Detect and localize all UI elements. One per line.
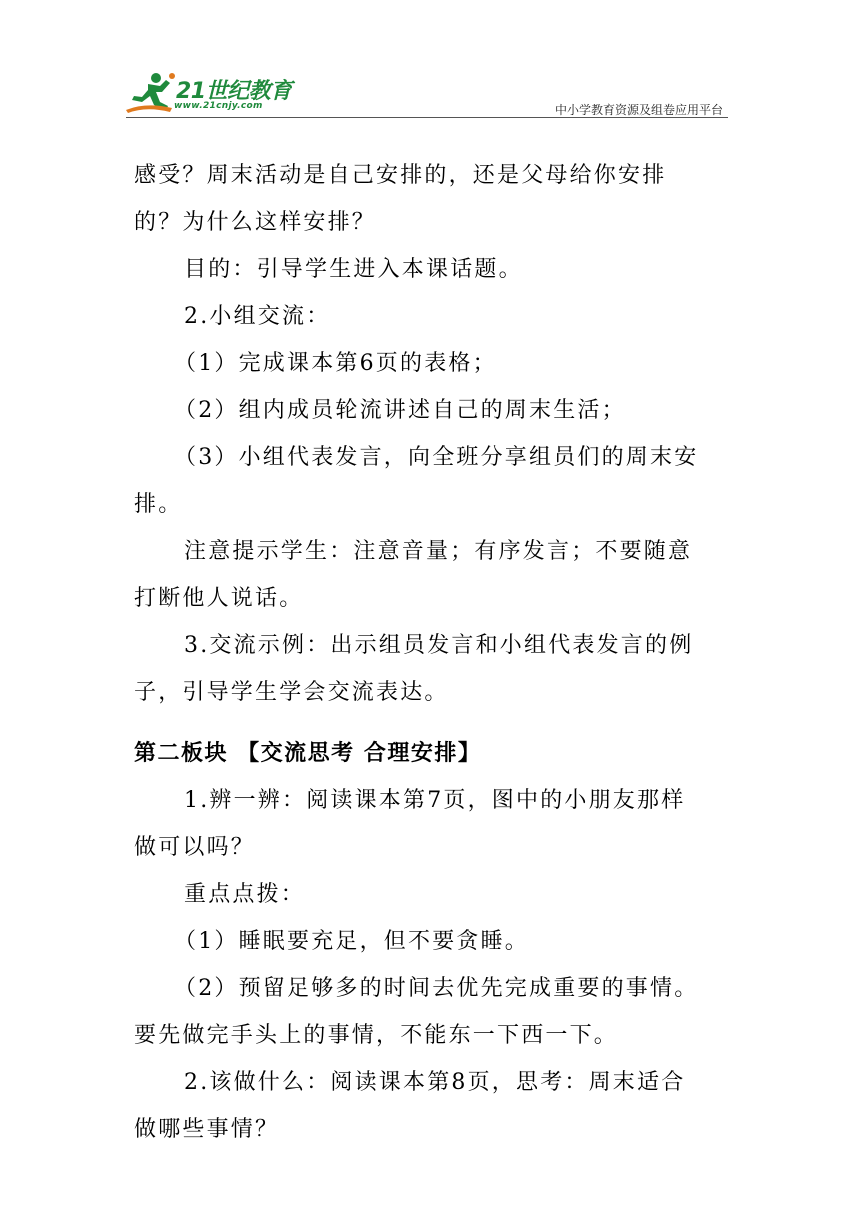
header-divider — [126, 117, 728, 118]
paragraph-line: 做可以吗？ — [134, 835, 256, 860]
paragraph-line: 排。 — [134, 492, 183, 517]
paragraph-line: 注意提示学生：注意音量；有序发言；不要随意 — [184, 539, 693, 564]
list-item: （2）组内成员轮流讲述自己的周末生活； — [174, 398, 626, 423]
logo — [126, 68, 306, 118]
paragraph-line: 的？为什么这样安排？ — [134, 210, 377, 235]
platform-text: 中小学教育资源及组卷应用平台 — [554, 103, 723, 117]
paragraph-line: 2.小组交流： — [184, 304, 331, 329]
list-item: （3）小组代表发言，向全班分享组员们的周末安 — [174, 445, 699, 470]
paragraph-line: 做哪些事情？ — [134, 1117, 280, 1142]
logo-url: www.21cnjy.com — [174, 101, 263, 111]
paragraph-line: 2.该做什么：阅读课本第8页，思考：周末适合 — [184, 1070, 686, 1095]
paragraph-line: 重点点拨： — [184, 882, 306, 907]
paragraph-line: 目的：引导学生进入本课话题。 — [184, 257, 523, 282]
paragraph-line: 子，引导学生学会交流表达。 — [134, 680, 449, 705]
paragraph-line: 感受？周末活动是自己安排的，还是父母给你安排 — [134, 163, 667, 188]
list-item: （1）完成课本第6页的表格； — [174, 351, 497, 376]
section-heading: 第二板块 【交流思考 合理安排】 — [134, 741, 482, 766]
page-header — [0, 0, 860, 130]
runner-logo-icon — [126, 72, 178, 114]
paragraph-line: 3.交流示例：出示组员发言和小组代表发言的例 — [184, 633, 694, 658]
paragraph-line: 打断他人说话。 — [134, 586, 304, 611]
paragraph-line: 1.辨一辨：阅读课本第7页，图中的小朋友那样 — [184, 788, 686, 813]
logo-text: 21世纪教育 — [176, 79, 292, 104]
document-body — [134, 152, 734, 1153]
paragraph-line: 要先做完手头上的事情，不能东一下西一下。 — [134, 1023, 619, 1048]
list-item: （1）睡眠要充足，但不要贪睡。 — [174, 929, 529, 954]
list-item: （2）预留足够多的时间去优先完成重要的事情。 — [174, 976, 699, 1001]
